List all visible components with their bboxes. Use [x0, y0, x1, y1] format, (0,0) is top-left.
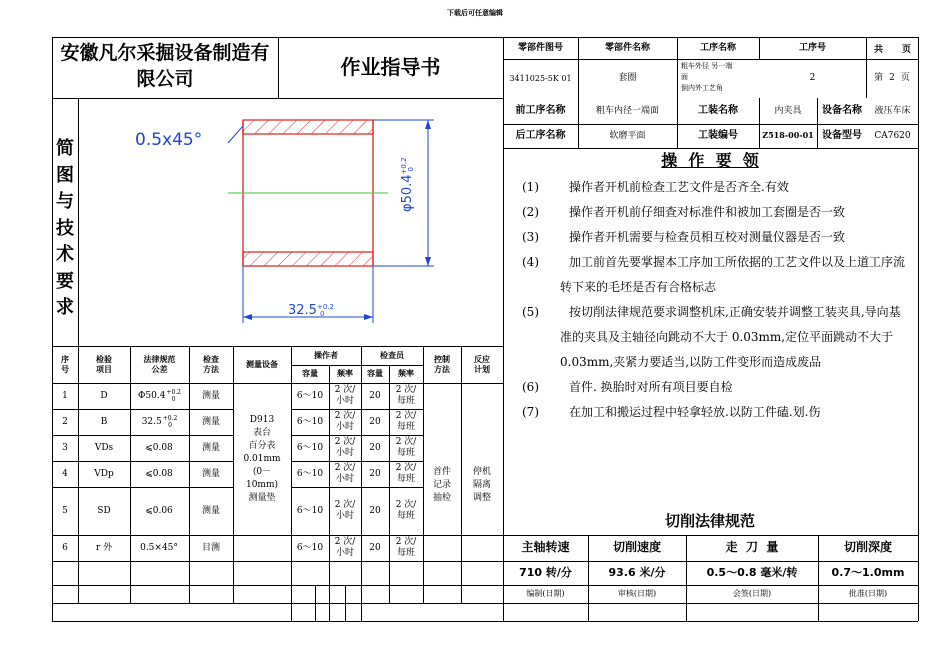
row-op-capacity: 6～10 [296, 390, 324, 401]
header-spindle-speed: 主轴转速 [521, 540, 570, 555]
col-method: 检查 方法 [203, 354, 219, 374]
row-item: VDs [94, 442, 114, 453]
col-control: 控制 方法 [434, 354, 450, 374]
chamfer-leader [228, 126, 243, 143]
label-equipment-name: 设备名称 [822, 105, 862, 117]
row-method: 测量 [201, 416, 220, 427]
value-process-name: 粗车外径 另一端 面 倒内外工艺角 [681, 62, 733, 92]
company-name-line1: 安徽凡尔采掘设备制造有 [60, 42, 270, 65]
row-spec: ⩽0.08 [145, 468, 173, 479]
row-in-capacity: 20 [369, 542, 381, 553]
row-item: r 外 [95, 542, 113, 553]
row-method: 测量 [201, 468, 220, 479]
col-in-capacity: 容量 [367, 368, 383, 379]
row-in-capacity: 20 [369, 442, 381, 453]
value-equipment-name: 液压车床 [874, 105, 911, 116]
label-part-number: 零部件图号 [517, 42, 563, 53]
value-part-name: 套圈 [618, 73, 637, 84]
row-in-capacity: 20 [369, 468, 381, 479]
row-op-frequency: 2 次/ 小时 [334, 385, 356, 406]
value-cut-depth: 0.7～1.0mm [831, 565, 905, 579]
row-seq: 5 [62, 505, 68, 516]
col-operator: 操作者 [314, 349, 338, 360]
row-seq: 3 [62, 442, 68, 453]
value-spindle-speed: 710 转/分 [519, 565, 572, 579]
label-process-name: 工序名称 [699, 42, 736, 53]
measuring-tool: D913 表台 百分表 0.01mm (0－ 10mm) 测量垫 [243, 414, 281, 503]
row-op-capacity: 6～10 [296, 542, 324, 553]
value-fixture-number: Z518-00-01 [762, 130, 814, 141]
label-previous-process: 前工序名称 [515, 105, 566, 117]
row-seq: 4 [62, 468, 68, 479]
row-op-capacity: 6～10 [296, 468, 324, 479]
sign-countersigned: 会签(日期) [732, 589, 772, 599]
row-item: B [100, 416, 108, 427]
row-in-frequency: 2 次/ 每班 [395, 463, 417, 484]
row-item: VDp [94, 468, 114, 479]
row-seq: 1 [62, 390, 68, 401]
value-feed: 0.5～0.8 毫米/转 [706, 565, 798, 579]
col-in-frequency: 频率 [398, 368, 414, 379]
col-tool: 测量设备 [246, 358, 278, 369]
row-in-capacity: 20 [369, 390, 381, 401]
header-cutting-speed: 切削速度 [612, 540, 661, 555]
row-in-frequency: 2 次/ 每班 [395, 385, 417, 406]
value-previous-process: 粗车内径一端面 [595, 105, 659, 116]
sign-approved: 批准(日期) [848, 589, 888, 599]
label-pages: 页 [902, 45, 912, 55]
value-next-process: 软磨平面 [609, 130, 646, 141]
label-equipment-model: 设备型号 [822, 130, 862, 142]
col-op-capacity: 容量 [302, 368, 318, 379]
top-note: 下载后可任意编辑 [447, 7, 503, 17]
row-spec: 0.5×45° [140, 542, 178, 553]
document-title: 作业指导书 [340, 55, 441, 79]
row-spec: 32.5 +0.2 0 [141, 415, 178, 429]
row-in-capacity: 20 [369, 416, 381, 427]
row-spec: Φ50.4 +0.2 0 [138, 389, 181, 403]
row-in-frequency: 2 次/ 每班 [395, 411, 417, 432]
col-spec: 法律规范 公差 [143, 354, 176, 374]
company-name-line2: 限公司 [136, 68, 194, 91]
sign-prepared: 编制(日期) [526, 589, 565, 599]
header-cut-depth: 切削深度 [843, 540, 892, 555]
value-part-number: 3411025-5K 01 [509, 73, 572, 83]
row-op-frequency: 2 次/ 小时 [334, 411, 356, 432]
operations-title: 操 作 要 领 [661, 150, 759, 170]
label-fixture-number: 工装编号 [698, 130, 738, 142]
row-op-capacity: 6～10 [296, 442, 324, 453]
col-op-frequency: 频率 [337, 368, 353, 379]
row-spec: ⩽0.06 [145, 505, 173, 516]
col-item: 检验 项目 [96, 354, 112, 374]
row-method: 测量 [201, 442, 220, 453]
row-op-capacity: 6～10 [296, 505, 324, 516]
row-in-frequency: 2 次/ 每班 [395, 537, 417, 558]
row-op-frequency: 2 次/ 小时 [334, 437, 356, 458]
diameter-label: $\varphi 50.4^{+0.2}0$ [400, 157, 415, 212]
col-reaction: 反应 计划 [474, 354, 490, 374]
row-op-frequency: 2 次/ 小时 [334, 500, 356, 521]
row-method: 测量 [201, 390, 220, 401]
row-in-capacity: 20 [369, 505, 381, 516]
row-seq: 2 [62, 416, 68, 427]
value-fixture-name: 内夹具 [774, 105, 802, 116]
label-process-number: 工序号 [798, 42, 826, 53]
row-in-frequency: 2 次/ 每班 [395, 500, 417, 521]
row-item: SD [97, 505, 111, 516]
label-next-process: 后工序名称 [515, 130, 566, 142]
row-method: 测量 [201, 505, 220, 516]
top-wall-hatch [243, 120, 373, 134]
row-item: D [100, 390, 108, 401]
value-cutting-speed: 93.6 米/分 [608, 565, 666, 579]
value-equipment-model: CA7620 [874, 130, 911, 141]
value-page: 第 2 页 [874, 73, 910, 84]
value-process-number: 2 [809, 73, 816, 84]
col-seq: 序 号 [61, 354, 69, 374]
row-seq: 6 [62, 542, 68, 553]
label-fixture-name: 工装名称 [698, 105, 738, 117]
bottom-wall-hatch [243, 252, 373, 266]
side-title: 简 图 与 技 术 要 求 [56, 138, 74, 318]
label-total: 共 [874, 45, 884, 55]
sign-reviewed: 审核(日期) [617, 589, 657, 599]
row-method: 目测 [201, 542, 220, 553]
label-part-name: 零部件名称 [604, 42, 650, 53]
control-method: 首件 记录 抽检 [432, 466, 451, 503]
length-label: $32.5^{+0.2}0$ [288, 303, 334, 318]
row-spec: ⩽0.08 [145, 442, 173, 453]
row-op-frequency: 2 次/ 小时 [334, 463, 356, 484]
row-op-capacity: 6～10 [296, 416, 324, 427]
reaction-plan: 停机 隔离 调整 [472, 466, 491, 503]
col-inspector: 检查员 [380, 349, 404, 360]
row-op-frequency: 2 次/ 小时 [334, 537, 356, 558]
row-in-frequency: 2 次/ 每班 [395, 437, 417, 458]
header-feed: 走 刀 量 [725, 540, 779, 555]
chamfer-label: 0.5x45° [135, 130, 203, 150]
cutting-spec-title: 切削法律规范 [664, 512, 755, 531]
